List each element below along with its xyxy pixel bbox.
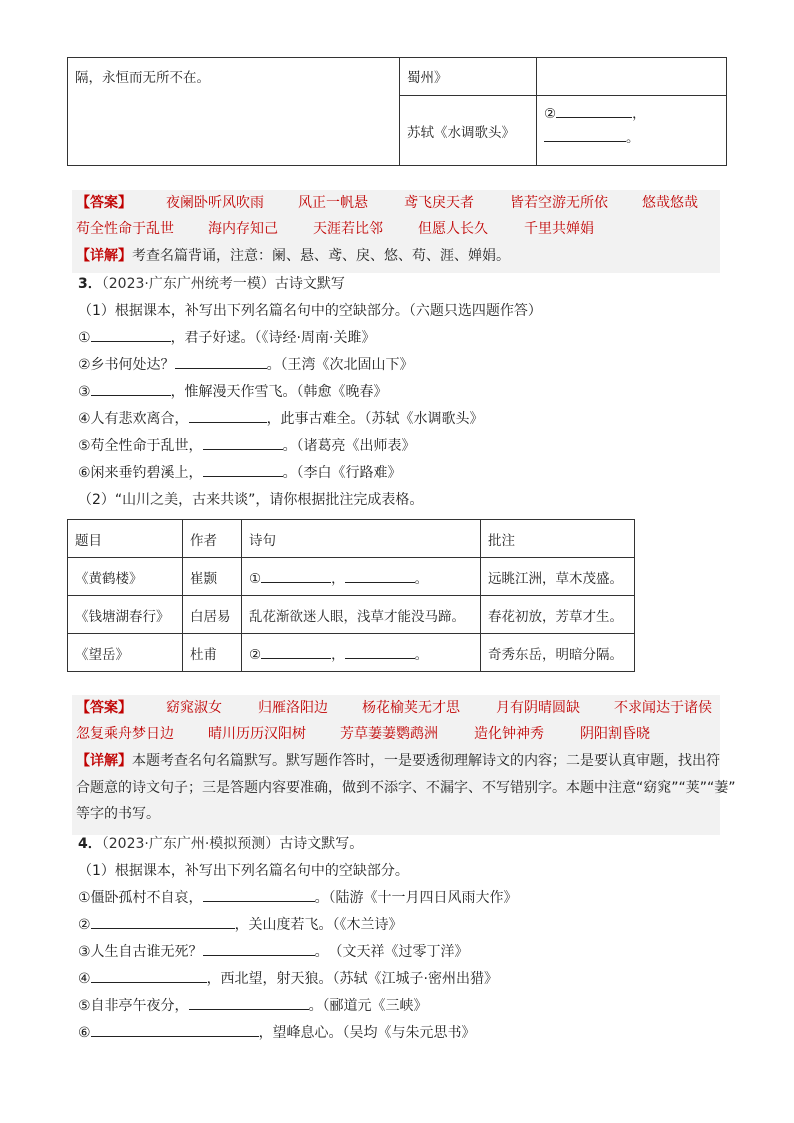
answer-item: 芳草萋萋鹦鹉洲 (340, 726, 438, 742)
header-cell (183, 520, 242, 558)
answer-item: 苟全性命于乱世 (76, 221, 174, 237)
top-table-left-cell (68, 58, 400, 166)
note-cell (481, 634, 635, 672)
detail-tag: 【详解】 (76, 753, 132, 769)
q3-line-4 (78, 408, 484, 430)
line-post: ，此事古难全。（苏轼《水调歌头》 (266, 411, 484, 427)
table-row (68, 634, 635, 672)
line-pre: ④人有悲欢离合， (78, 411, 189, 427)
table-header-row (68, 520, 635, 558)
answer-blank[interactable] (91, 1022, 259, 1037)
row-line: 乱花渐欲迷人眼，浅草才能没马蹄。 (249, 608, 465, 625)
row-note: 春花初放，芳草才生。 (488, 608, 623, 625)
author-cell (183, 634, 242, 672)
q4-line-1 (78, 887, 518, 909)
answer-item: 千里共婵娟 (524, 221, 594, 237)
answer-blank[interactable] (261, 568, 331, 583)
period: 。 (414, 570, 429, 587)
answer-item: 归雁洛阳边 (258, 700, 328, 716)
table-row (68, 596, 635, 634)
header-note: 批注 (488, 532, 515, 549)
q3-line-5 (78, 435, 416, 457)
answer-tag: 【答案】 (76, 195, 132, 211)
q4-line-3 (78, 941, 469, 963)
detail-text: 本题考查名句名篇默写。默写题作答时，一是要透彻理解诗文的内容；二是要认真审题，找出符 (132, 753, 720, 769)
q4-number: 4． (78, 836, 102, 852)
line-post: 。（李白《行路难》 (282, 465, 402, 481)
line-cell[interactable] (242, 558, 481, 596)
row-author: 崔颢 (190, 570, 217, 587)
q4-line-4 (78, 968, 498, 990)
top-table-row1-right[interactable] (537, 58, 727, 96)
header-cell (68, 520, 183, 558)
line-post: 。 （文天祥《过零丁洋》 (314, 944, 469, 960)
author-cell (183, 558, 242, 596)
answer-line-2 (72, 216, 720, 243)
answer-blank[interactable] (345, 644, 415, 659)
q3-title: 古诗文默写 (274, 276, 345, 292)
header-author: 作者 (190, 532, 217, 549)
detail-text: 合题意的诗文句子；三是答题内容要准确，做到不添字、不漏字、不写错别字。本题中注意“窈窕”“荚”“萋” (76, 780, 736, 796)
line-pre: ⑥闲来垂钓碧溪上， (78, 465, 203, 481)
row-author: 杜甫 (190, 646, 217, 663)
note-cell (481, 558, 635, 596)
detail-line (72, 243, 720, 270)
circle-num: ② (544, 106, 557, 122)
q4-line-6 (78, 1022, 476, 1044)
answer-item: 造化钟神秀 (474, 726, 544, 742)
answer-blank[interactable] (203, 941, 315, 956)
q4-heading (78, 833, 363, 855)
line-pre: ⑤自非亭午夜分， (78, 998, 189, 1014)
line-post: ，惟解漫天作雪飞。（韩愈《晚春》 (170, 384, 388, 400)
answer-blank[interactable] (91, 914, 235, 929)
q4-sub1 (78, 860, 409, 882)
answer-blank[interactable] (175, 354, 267, 369)
answer-item: 夜阑卧听风吹雨 (166, 195, 264, 211)
answer-block-1 (72, 190, 720, 273)
poem-table (67, 519, 635, 672)
row-title: 《望岳》 (75, 646, 129, 663)
line-pre: ① (78, 330, 91, 346)
title-cell (68, 596, 183, 634)
header-cell (242, 520, 481, 558)
detail-line-2 (72, 775, 736, 802)
q3-sub1 (78, 300, 542, 322)
line-pre: ②乡书何处达？ (78, 357, 175, 373)
answer-item: 晴川历历汉阳树 (208, 726, 306, 742)
header-cell (481, 520, 635, 558)
answer-item: 天涯若比邻 (313, 221, 383, 237)
line-post: ，关山度若飞。（《木兰诗》 (234, 917, 403, 933)
answer-blank[interactable] (556, 103, 632, 118)
detail-line-3 (72, 801, 720, 828)
row-title: 《黄鹤楼》 (75, 570, 143, 587)
table-row (68, 558, 635, 596)
line-post: 。（王湾《次北固山下》 (266, 357, 414, 373)
top-table (67, 57, 727, 166)
detail-text: 考查名篇背诵，注意：阑、悬、鸢、戾、悠、苟、涯、婵娟。 (132, 248, 510, 264)
q4-source: （2023·广东广州·模拟预测） (101, 836, 280, 852)
answer-item: 皆若空游无所依 (510, 195, 608, 211)
answer-block-2 (72, 695, 736, 835)
answer-item: 杨花榆荚无才思 (362, 700, 460, 716)
period: 。 (414, 646, 429, 663)
q3-line-6 (78, 462, 402, 484)
circle-num: ② (249, 646, 262, 663)
answer-item: 鸢飞戾天者 (404, 195, 474, 211)
line-post: 。（诸葛亮《出师表》 (282, 438, 416, 454)
line-post: ，西北望，射天狼。（苏轼《江城子·密州出猎》 (206, 971, 499, 987)
line-pre: ② (78, 917, 91, 933)
title-cell (68, 634, 183, 672)
q4-title: 古诗文默写。 (279, 836, 364, 852)
q3-sub2 (78, 489, 423, 511)
circle-num: ① (249, 570, 262, 587)
answer-item: 月有阴晴圆缺 (496, 700, 580, 716)
q3-source: （2023·广东广州统考一模） (101, 276, 275, 292)
answer-item: 悠哉悠哉 (642, 195, 698, 211)
answer-blank[interactable] (203, 887, 315, 902)
q3-line-1 (78, 327, 375, 349)
header-line: 诗句 (249, 532, 276, 549)
detail-text: 等字的书写。 (76, 806, 160, 822)
comma: ， (331, 646, 345, 663)
top-table-row2-mid (400, 96, 537, 166)
q4-line-2 (78, 914, 403, 936)
line-pre: ④ (78, 971, 91, 987)
answer-line-1 (72, 695, 720, 722)
top-table-row2-right[interactable] (537, 96, 727, 166)
row1-mid-text: 蜀州》 (407, 70, 448, 86)
line-pre: ①僵卧孤村不自哀， (78, 890, 203, 906)
answer-blank[interactable] (91, 327, 171, 342)
author-cell (183, 596, 242, 634)
line-pre: ⑤苟全性命于乱世， (78, 438, 203, 454)
answer-blank[interactable] (189, 408, 267, 423)
top-table-row1-mid (400, 58, 537, 96)
answer-line-2 (72, 721, 720, 748)
row2-mid-text: 苏轼《水调歌头》 (407, 124, 515, 141)
q4-sub1-text: （1）根据课本，补写出下列名篇名句中的空缺部分。 (78, 863, 409, 879)
answer-blank[interactable] (544, 127, 626, 142)
q3-sub2-text: （2）“山川之美，古来共谈”，请你根据批注完成表格。 (78, 492, 424, 508)
top-table-left-text: 隔，永恒而无所不在。 (75, 70, 210, 86)
answer-tag: 【答案】 (76, 700, 132, 716)
line-pre: ③ (78, 384, 91, 400)
q4-line-5 (78, 995, 428, 1017)
line-cell[interactable] (242, 634, 481, 672)
note-cell (481, 596, 635, 634)
answer-item: 风正一帆悬 (298, 195, 368, 211)
q3-heading (78, 273, 345, 295)
line-post: 。（陆游《十一月四日风雨大作》 (314, 890, 518, 906)
line-cell (242, 596, 481, 634)
answer-blank[interactable] (91, 381, 171, 396)
title-cell (68, 558, 183, 596)
q3-number: 3． (78, 276, 102, 292)
q3-line-3 (78, 381, 388, 403)
answer-item: 不求闻达于诸侯 (614, 700, 712, 716)
answer-line-1 (72, 190, 720, 217)
answer-item: 窈窕淑女 (166, 700, 222, 716)
line-post: 。（郦道元《三峡》 (308, 998, 428, 1014)
detail-tag: 【详解】 (76, 248, 132, 264)
q3-line-2 (78, 354, 414, 376)
answer-blank[interactable] (189, 995, 309, 1010)
row-author: 白居易 (190, 608, 231, 625)
period: 。 (626, 130, 640, 146)
comma: ， (331, 570, 345, 587)
row-note: 奇秀东岳，明暗分隔。 (488, 646, 623, 663)
header-title: 题目 (75, 532, 102, 549)
line-post: ，君子好逑。（《诗经·周南·关雎》 (170, 330, 376, 346)
line-post: ，望峰息心。（吴均《与朱元思书》 (258, 1025, 476, 1041)
row-note: 远眺江洲，草木茂盛。 (488, 570, 623, 587)
answer-blank[interactable] (91, 968, 207, 983)
answer-blank[interactable] (261, 644, 331, 659)
answer-blank[interactable] (203, 462, 283, 477)
line-pre: ③人生自古谁无死？ (78, 944, 203, 960)
comma: ， (632, 106, 646, 122)
answer-item: 阴阳割昏晓 (580, 726, 650, 742)
answer-item: 忽复乘舟梦日边 (76, 726, 174, 742)
answer-blank[interactable] (345, 568, 415, 583)
line-pre: ⑥ (78, 1025, 91, 1041)
row-title: 《钱塘湖春行》 (75, 608, 170, 625)
answer-blank[interactable] (203, 435, 283, 450)
q3-sub1-text: （1）根据课本，补写出下列名篇名句中的空缺部分。（六题只选四题作答） (78, 303, 542, 319)
answer-item: 但愿人长久 (418, 221, 488, 237)
answer-item: 海内存知己 (208, 221, 278, 237)
detail-line-1 (72, 748, 720, 775)
